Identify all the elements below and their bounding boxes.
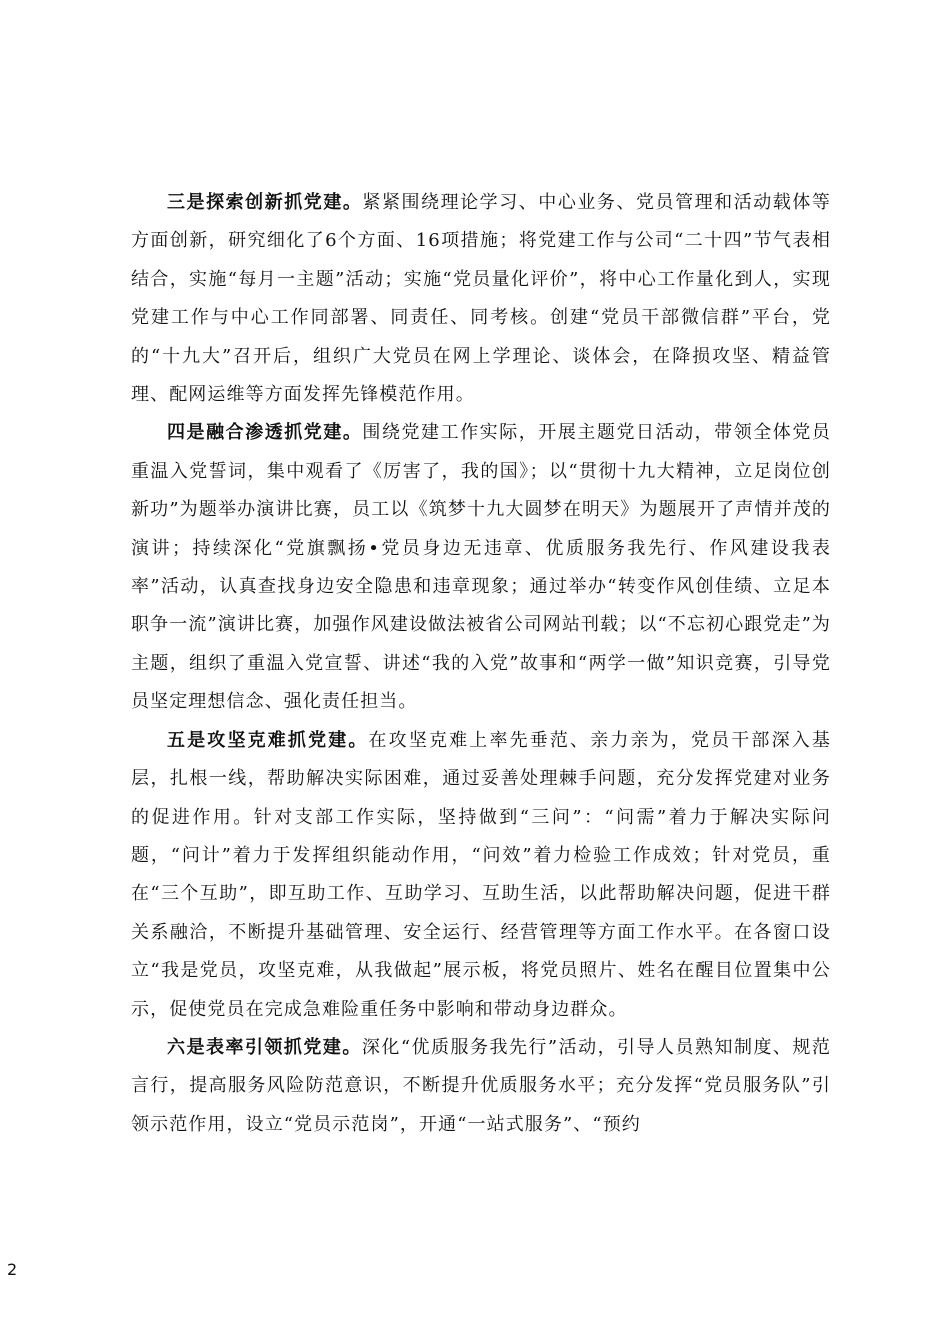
paragraph-explore-innovation: [131, 184, 831, 414]
paragraph-body: 围绕党建工作实际，开展主题党日活动，带领全体党员重温入党誓词，集中观看了《厉害了，我的国》；以“贯彻十九大精神，立足岗位创新功”为题举办演讲比赛，员工以《筑梦十九大圆梦在明天》为题展开了声情并茂的演讲；持续深化“党旗飘扬•党员身边无违章、优质服务我先行、作风建设我表率”活动，认真查找身边安全隐患和违章现象；通过举办“转变作风创佳绩、立足本职争一流”演讲比赛，加强作风建设做法被省公司网站刊载；以“不忘初心跟党走”为主题，组织了重温入党宣誓、讲述“我的入党”故事和“两学一做”知识竞赛，引导党员坚定理想信念、强化责任担当。: [131, 422, 831, 713]
paragraph-body: 紧紧围绕理论学习、中心业务、党员管理和活动载体等方面创新，研究细化了6个方面、16项措施；将党建工作与公司“二十四”节气表相结合，实施“每月一主题”活动；实施“党员量化评价”，将中心工作量化到人，实现党建工作与中心工作同部署、同责任、同考核。创建“党员干部微信群”平台，党的“十九大”召开后，组织广大党员在网上学理论、谈体会，在降损攻坚、精益管理、配网运维等方面发挥先锋模范作用。: [131, 192, 831, 406]
page-number: 2: [7, 1260, 18, 1279]
paragraph-tackle-difficulties: [131, 722, 831, 1029]
paragraph-body: 在攻坚克难上率先垂范、亲力亲为，党员干部深入基层，扎根一线，帮助解决实际困难，通过妥善处理棘手问题，充分发挥党建对业务的促进作用。针对支部工作实际，坚持做到“三问”：“问需”着力于解决实际问题，“问计”着力于发挥组织能动作用，“问效”着力检验工作成效；针对党员，重在“三个互助”，即互助工作、互助学习、互助生活，以此帮助解决问题，促进干群关系融洽，不断提升基础管理、安全运行、经营管理等方面工作水平。在各窗口设立“我是党员，攻坚克难，从我做起”展示板，将党员照片、姓名在醒目位置集中公示，促使党员在完成急难险重任务中影响和带动身边群众。: [131, 729, 831, 1020]
paragraph-lead: 五是攻坚克难抓党建。: [167, 729, 369, 751]
paragraph-integration: [131, 414, 831, 721]
paragraph-body: 深化“优质服务我先行”活动，引导人员熟知制度、规范言行，提高服务风险防范意识，不断提升优质服务水平；充分发挥“党员服务队”引领示范作用，设立“党员示范岗”，开通“一站式服务”、“预约: [131, 1036, 832, 1135]
body-text: [131, 184, 831, 1144]
paragraph-lead: 六是表率引领抓党建。: [167, 1036, 362, 1058]
paragraph-exemplary-leadership: [131, 1029, 831, 1144]
paragraph-lead: 三是探索创新抓党建。: [167, 192, 363, 213]
paragraph-lead: 四是融合渗透抓党建。: [167, 422, 363, 444]
